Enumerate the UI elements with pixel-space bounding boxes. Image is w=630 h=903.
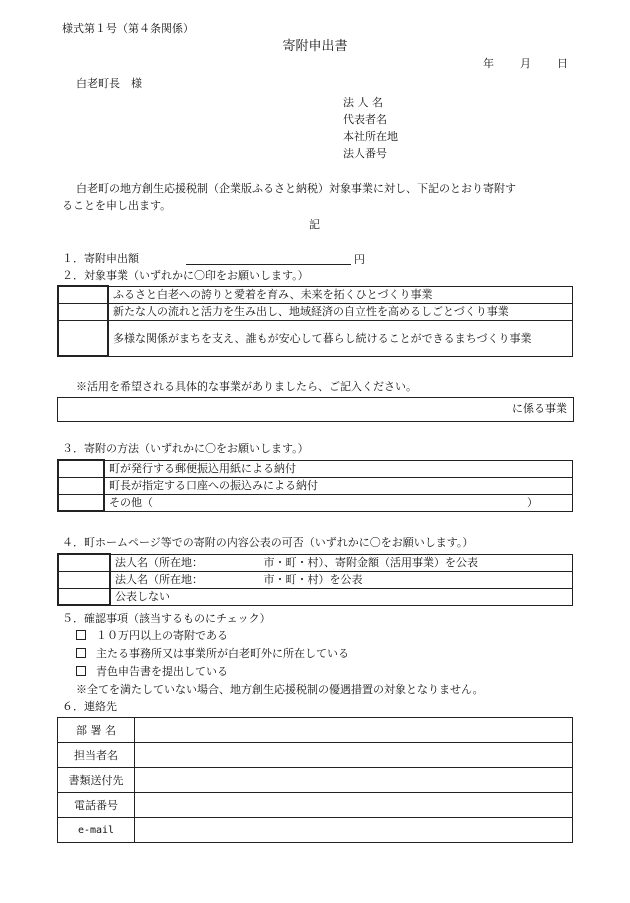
payment-option-1: 町が発行する郵便振込用紙による納付 <box>104 460 573 477</box>
date-day: 日 <box>557 57 568 70</box>
project-option-1: ふるさと白老への誇りと愛着を育み、未来を拓くひとづくり事業 <box>108 286 573 303</box>
contact-table <box>57 717 573 843</box>
confirmation-checkbox-1[interactable] <box>76 630 86 640</box>
publication-option-3: 公表しない <box>110 588 573 605</box>
donation-amount-line[interactable] <box>186 264 351 265</box>
form-number: 様式第１号（第４条関係） <box>62 22 194 35</box>
project-checkbox-1[interactable] <box>58 286 108 303</box>
payment-option-3[interactable] <box>104 494 573 511</box>
publication-checkbox-2[interactable] <box>58 571 110 588</box>
intro-line-2: ることを申し出ます。 <box>62 199 172 212</box>
payment-checkbox-1[interactable] <box>58 460 104 477</box>
confirmation-item-2[interactable] <box>76 647 349 661</box>
confirmation-note: ※全てを満たしていない場合、地方創生応援税制の優遇措置の対象となりません。 <box>76 683 484 696</box>
confirmation-label: ５．確認事項（該当するものにチェック） <box>62 612 271 625</box>
publication-checkbox-3[interactable] <box>58 588 110 605</box>
publication-label: ４．町ホームページ等での寄附の内容公表の可否（いずれかに〇をお願いします。） <box>62 536 474 549</box>
company-name-label: 法 人 名 <box>343 96 383 109</box>
corporate-number-label: 法人番号 <box>343 147 387 160</box>
specific-project-note: ※活用を希望される具体的な事業がありましたら、ご記入ください。 <box>76 380 417 393</box>
contact-field-person: 担当者名 <box>58 743 135 768</box>
addressee: 白老町長 様 <box>76 77 142 90</box>
publication-checkbox-1[interactable] <box>58 554 110 571</box>
contact-input-phone[interactable] <box>135 793 573 818</box>
contact-field-department: 部 署 名 <box>58 718 135 743</box>
specific-project-input[interactable] <box>57 397 574 422</box>
ki-heading: 記 <box>309 218 320 231</box>
payment-option-2: 町長が指定する口座への振込みによる納付 <box>104 477 573 494</box>
contact-field-email: e-mail <box>58 818 135 843</box>
project-checkbox-2[interactable] <box>58 303 108 320</box>
publication-table <box>57 553 573 606</box>
donation-amount-label: １．寄附申出額 <box>62 252 139 265</box>
payment-checkbox-3[interactable] <box>58 494 104 511</box>
confirmation-checkbox-3[interactable] <box>76 666 86 676</box>
date-year: 年 <box>483 57 494 70</box>
confirmation-text-2: 主たる事務所又は事業所が白老町外に所在している <box>96 647 349 660</box>
document-title: 寄附申出書 <box>282 39 348 54</box>
payment-checkbox-2[interactable] <box>58 477 104 494</box>
project-option-3: 多様な関係がまちを支え、誰もが安心して暮らし続けることができるまちづくり事業 <box>108 320 573 356</box>
target-project-label: ２．対象事業（いずれかに〇印をお願いします。） <box>62 269 309 282</box>
confirmation-text-3: 青色申告書を提出している <box>96 665 228 678</box>
confirmation-item-1[interactable] <box>76 629 228 643</box>
head-office-label: 本社所在地 <box>343 130 398 143</box>
contact-field-address: 書類送付先 <box>58 768 135 793</box>
contact-field-phone: 電話番号 <box>58 793 135 818</box>
representative-label: 代表者名 <box>343 113 387 126</box>
yen-unit: 円 <box>354 253 365 266</box>
confirmation-checkbox-2[interactable] <box>76 648 86 658</box>
date-month: 月 <box>520 57 531 70</box>
project-checkbox-3[interactable] <box>58 320 108 356</box>
contact-input-person[interactable] <box>135 743 573 768</box>
payment-other-close: ） <box>527 496 538 509</box>
specific-project-suffix: に係る事業 <box>512 402 567 415</box>
contact-label: ６．連絡先 <box>62 700 117 713</box>
publication-option-1: 法人名（所在地： 市・町・村）、寄附金額（活用事業）を公表 <box>110 554 573 571</box>
contact-input-address[interactable] <box>135 768 573 793</box>
confirmation-text-1: １０万円以上の寄附である <box>96 629 228 642</box>
confirmation-item-3[interactable] <box>76 665 228 679</box>
project-option-2: 新たな人の流れと活力を生み出し、地域経済の自立性を高めるしごとづくり事業 <box>108 303 573 320</box>
payment-other-label: その他（ <box>109 496 153 509</box>
publication-option-2: 法人名（所在地： 市・町・村）を公表 <box>110 571 573 588</box>
contact-input-email[interactable] <box>135 818 573 843</box>
payment-method-table <box>57 459 573 512</box>
payment-method-label: ３．寄附の方法（いずれかに〇をお願いします。） <box>62 442 309 455</box>
target-project-table <box>57 285 573 357</box>
contact-input-department[interactable] <box>135 718 573 743</box>
intro-line-1: 白老町の地方創生応援税制（企業版ふるさと納税）対象事業に対し、下記のとおり寄附す <box>76 182 516 195</box>
